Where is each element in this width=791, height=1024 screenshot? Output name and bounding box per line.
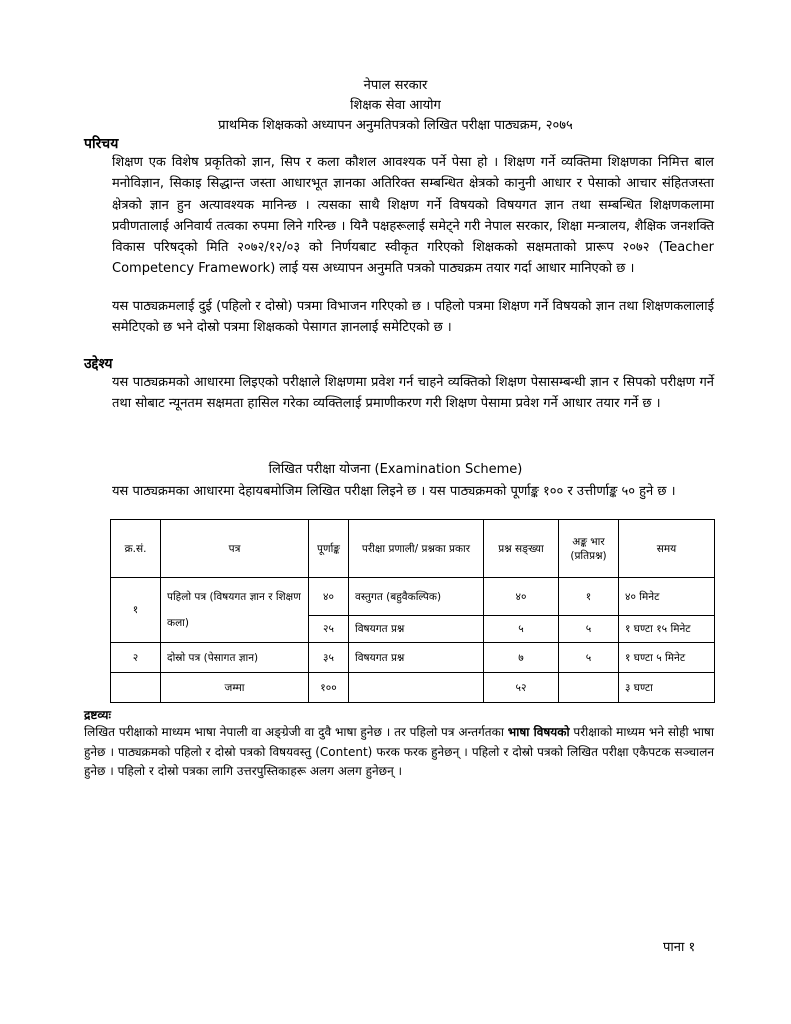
header-questions: प्रश्न सङ्ख्या <box>484 520 559 578</box>
cell-weight: ५ <box>559 643 619 673</box>
cell-paper: पहिलो पत्र (विषयगत ज्ञान र शिक्षण कला) <box>161 578 309 643</box>
header-time: समय <box>619 520 715 578</box>
intro-heading: परिचय <box>84 136 119 152</box>
cell-marks: २५ <box>309 616 349 643</box>
note-heading: द्रष्टव्यः <box>84 708 111 722</box>
cell-questions: ४० <box>484 578 559 616</box>
table-header-row <box>111 520 715 578</box>
header-weight: अङ्क भार (प्रतिप्रश्न) <box>559 520 619 578</box>
cell-empty <box>559 673 619 703</box>
cell-total-questions: ५२ <box>484 673 559 703</box>
table-row <box>111 578 715 616</box>
note-bold-text: भाषा विषयको <box>507 725 570 739</box>
cell-sn: २ <box>111 643 161 673</box>
scheme-title: लिखित परीक्षा योजना (Examination Scheme) <box>268 462 523 477</box>
page-number: पाना १ <box>663 940 696 955</box>
cell-questions: ७ <box>484 643 559 673</box>
exam-scheme-table <box>110 519 715 703</box>
header-paper: पत्र <box>161 520 309 578</box>
cell-empty <box>111 673 161 703</box>
cell-marks: ३५ <box>309 643 349 673</box>
header-government: नेपाल सरकार <box>363 78 428 93</box>
cell-total-time: ३ घण्टा <box>619 673 715 703</box>
cell-method: वस्तुगत (बहुवैकल्पिक) <box>349 578 484 616</box>
cell-time: १ घण्टा १५ मिनेट <box>619 616 715 643</box>
header-fullmarks: पूर्णाङ्क <box>309 520 349 578</box>
cell-paper: दोस्रो पत्र (पेसागत ज्ञान) <box>161 643 309 673</box>
cell-time: १ घण्टा ५ मिनेट <box>619 643 715 673</box>
cell-total-label: जम्मा <box>161 673 309 703</box>
header-method: परीक्षा प्रणाली/ प्रश्नका प्रकार <box>349 520 484 578</box>
cell-weight: १ <box>559 578 619 616</box>
cell-method: विषयगत प्रश्न <box>349 616 484 643</box>
cell-time: ४० मिनेट <box>619 578 715 616</box>
intro-paragraph-2: यस पाठ्यक्रमलाई दुई (पहिलो र दोस्रो) पत्रमा विभाजन गरिएको छ । पहिलो पत्रमा शिक्षण गर्ने विषयको ज्ञान तथा शिक्षणकलालाई समेटिएको छ भने दोस्रो पत्रमा शिक्षकको पेसागत ज्ञानलाई समेटिएको छ । <box>112 299 714 336</box>
cell-questions: ५ <box>484 616 559 643</box>
header-commission: शिक्षक सेवा आयोग <box>350 98 441 113</box>
header-sn: क्र.सं. <box>111 520 161 578</box>
cell-weight: ५ <box>559 616 619 643</box>
scheme-paragraph: यस पाठ्यक्रमका आधारमा देहायबमोजिम लिखित परीक्षा लिइने छ । यस पाठ्यक्रमको पूर्णाङ्क १०० र उत्तीर्णाङ्क ५० हुने छ । <box>112 484 676 499</box>
objective-paragraph: यस पाठ्यक्रमको आधारमा लिइएको परीक्षाले शिक्षणमा प्रवेश गर्न चाहने व्यक्तिको शिक्षण पेसासम्बन्धी ज्ञान र सिपको परीक्षण गर्ने तथा सोबाट न्यूनतम सक्षमता हासिल गरेका व्यक्तिलाई प्रमाणीकरण गरी शिक्षण पेसामा प्रवेश गर्ने आधार तयार गर्ने छ । <box>112 375 714 412</box>
cell-empty <box>349 673 484 703</box>
cell-total-marks: १०० <box>309 673 349 703</box>
cell-method: विषयगत प्रश्न <box>349 643 484 673</box>
cell-sn: १ <box>111 578 161 643</box>
header-curriculum-title: प्राथमिक शिक्षकको अध्यापन अनुमतिपत्रको लिखित परीक्षा पाठ्यक्रम, २०७५ <box>218 118 573 133</box>
note-text-part1: लिखित परीक्षाको माध्यम भाषा नेपाली वा अङ्ग्रेजी वा दुवै भाषा हुनेछ । तर पहिलो पत्र अन्तर्गतका <box>84 725 508 739</box>
note-paragraph <box>84 723 714 782</box>
objective-heading: उद्देश्य <box>84 356 113 372</box>
table-total-row <box>111 673 715 703</box>
table-row <box>111 643 715 673</box>
intro-paragraph-1: शिक्षण एक विशेष प्रकृतिको ज्ञान, सिप र कला कौशल आवश्यक पर्ने पेसा हो । शिक्षण गर्ने व्यक्तिमा शिक्षणका निमित्त बाल मनोविज्ञान, सिकाइ सिद्धान्त जस्ता आधारभूत ज्ञानका अतिरिक्त सम्बन्धित क्षेत्रको कानुनी आधार र पेसाको आचार संहितजस्ता क्षेत्रको ज्ञान हुन अत्यावश्यक मानिन्छ । त्यसका साथै शिक्षण गर्ने विषयको विषयगत ज्ञान तथा सम्बन्धित शिक्षणकलामा प्रवीणतालाई अनिवार्य तत्वका रुपमा लिने गरिन्छ । यिनै पक्षहरूलाई समेट्ने गरी नेपाल सरकार, शिक्षा मन्त्रालय, शैक्षिक जनशक्ति विकास परिषद्को मिति २०७२/१२/०३ को निर्णयबाट स्वीकृत गरिएको शिक्षकको सक्षमताको प्रारूप २०७२ (Teacher Competency Framework) लाई यस अध्यापन अनुमति पत्रको पाठ्यक्रम तयार गर्दा आधार मानिएको छ । <box>112 155 714 277</box>
note-text-part2: परीक्षाको माध्यम भने सोही भाषा हुनेछ । पाठ्यक्रमको पहिलो र दोस्रो पत्रको विषयवस्तु (Content) फरक फरक हुनेछन् । पहिलो र दोस्रो पत्रको लिखित परीक्षा एकैपटक सञ्चालन हुनेछ । पहिलो र दोस्रो पत्रका लागि उत्तरपुस्तिकाहरू अलग अलग हुनेछन् । <box>84 725 714 778</box>
cell-marks: ४० <box>309 578 349 616</box>
